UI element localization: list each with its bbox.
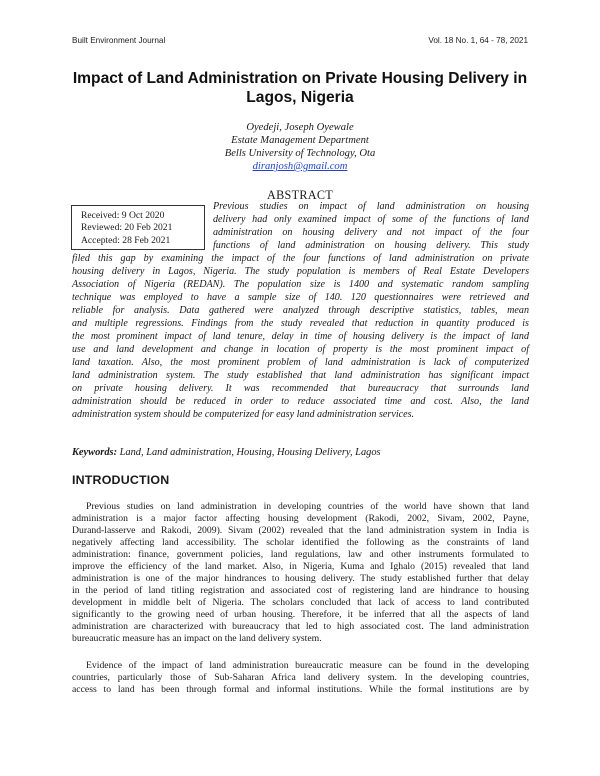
paragraph-line: administration is one of the major hindrances to housing delivery. The study established further that delay	[72, 573, 529, 584]
paragraph-line: administration: finance, government policies, land regulations, law and other instruments formulated to	[72, 549, 529, 560]
paragraph-line: in the period of land titling registration and associated cost of registering land are hindrance to housing	[72, 585, 529, 596]
reviewed-date: Reviewed: 20 Feb 2021	[81, 222, 173, 234]
abstract-line: housing delivery in Lagos, Nigeria. The study population is members of Real Estate Developers	[72, 266, 529, 277]
abstract-heading: ABSTRACT	[266, 188, 334, 202]
author-name: Oyedeji, Joseph Oyewale	[246, 122, 354, 133]
abstract-line: technique was employed to have a sample size of 140. 120 questionnaires were retrieved and	[72, 292, 529, 303]
paragraph-line: significantly to the growing need of urban housing. Therefore, it be inferred that all the aspects of land	[72, 609, 529, 620]
abstract-line: on private housing delivery. It was recommended that bureaucracy that surrounds land	[72, 383, 529, 394]
paragraph-line: bureaucratic measure has an impact on the land delivery system.	[72, 633, 322, 644]
volume-info: Vol. 18 No. 1, 64 - 78, 2021	[428, 36, 528, 45]
abstract-line: use and land development and change in location of property is the most prominent impact of	[72, 344, 529, 355]
abstract-line: Association of Nigeria (REDAN). The population size is 1400 and systematic random sampling	[72, 279, 529, 290]
paragraph-line: Previous studies on land administration in developing countries of the world have shown that land	[86, 501, 529, 512]
journal-name: Built Environment Journal	[72, 36, 166, 45]
abstract-line: administration system should be computerized for easy land administration services.	[72, 409, 415, 420]
paragraph-line: countries, particularly those of Sub-Saharan Africa land delivery system. In the developing countries,	[72, 672, 529, 683]
abstract-line: filed this gap by examining the impact of the four functions of land administration on private	[72, 253, 529, 264]
abstract-line: the most prominent impact of land tenure, delay in time of housing delivery is the impact of land	[72, 331, 529, 342]
received-date: Received: 9 Oct 2020	[81, 210, 165, 221]
paragraph-line: administration is a major factor affecting housing development (Rakodi, 2002, Sivam, 2002, Payne,	[72, 513, 529, 524]
abstract-line: delivery had only examined impact of some of the functions of land	[213, 214, 529, 225]
paragraph-line: development in middle belt of Nigeria. The scholars concluded that lack of access to land contributed	[72, 597, 529, 608]
keywords-label: Keywords:	[72, 447, 118, 458]
abstract-line: reliable for analysis. Data gathered were analyzed through descriptive statistics, tables, mean	[72, 305, 529, 316]
running-header	[72, 36, 528, 48]
abstract-line: administration should be reduced in order to reduce associated time and cost. Also, the land	[72, 396, 529, 407]
introduction-heading: INTRODUCTION	[72, 473, 170, 487]
author-institution: Bells University of Technology, Ota	[224, 148, 376, 159]
keywords-text: Land, Land administration, Housing, Housing Delivery, Lagos	[119, 447, 381, 458]
submission-dates-box	[71, 205, 205, 250]
paragraph-line: negatively affecting land accessibility. The scholar identified the following as the constraints of land	[72, 537, 529, 548]
paragraph-line: access to land has been through formal and informal institutions. While the formal institutions are by	[72, 684, 529, 695]
abstract-line: administration on housing delivery and not impact of the four	[213, 227, 529, 238]
abstract-line: and multiple regressions. Findings from the study revealed that reduction in quantity produced is	[72, 318, 529, 329]
author-email-link[interactable]: diranjosh@gmail.com	[252, 161, 348, 172]
abstract-line: functions of land administration on housing delivery. This study	[213, 240, 529, 251]
paragraph-line: administration are characterized with bureaucracy that led to high associated cost. The land administration	[72, 621, 529, 632]
author-block	[150, 121, 450, 173]
accepted-date: Accepted: 28 Feb 2021	[81, 234, 171, 246]
paragraph-line: Durand-lasserve and Rakodi, 2009). Sivam (2002) revealed that the land administration system in India is	[72, 525, 529, 536]
paragraph-line: Evidence of the impact of land administration bureaucratic measure can be found in the developing	[86, 660, 529, 671]
paragraph-line: improve the efficiency of the land market. Also, in Nigeria, Kuma and Ighalo (2015) revealed that land	[72, 561, 529, 572]
keywords-line	[72, 447, 532, 458]
abstract-line: land administration system. The study established that land administration has significant impact	[72, 370, 529, 381]
abstract-line: Previous studies on impact of land administration on housing	[213, 201, 529, 212]
abstract-line: land taxation. Also, the most prominent problem of land administration is lack of computerized	[72, 357, 529, 368]
paper-title: Impact of Land Administration on Private Housing Delivery in Lagos, Nigeria	[72, 70, 528, 106]
author-department: Estate Management Department	[231, 135, 369, 146]
